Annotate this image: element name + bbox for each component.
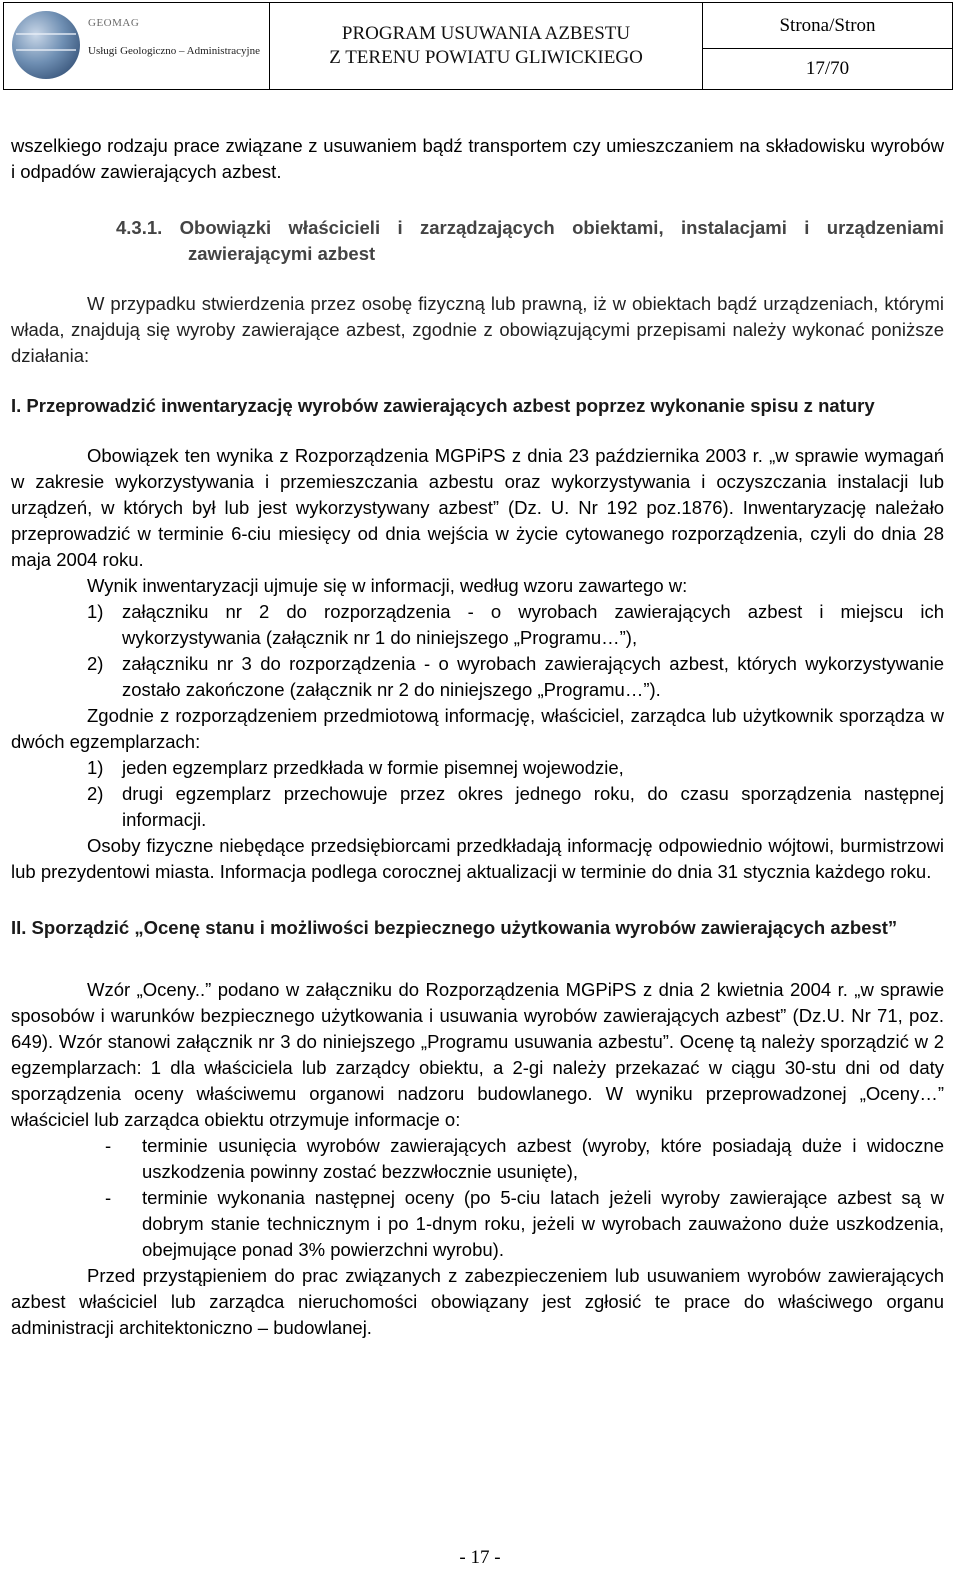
list-number: 2) [87, 653, 104, 674]
list-text: terminie wykonania następnej oceny (po 5-ciu latach jeżeli wyroby zawierające azbest są w dobrym stanie technicznym i po 1-dnym roku, jeżeli w wyrobach zauważono duże uszkodzenia, obejmujące ponad 3% powierzchni wyrobu). [142, 1187, 944, 1260]
section-heading: 4.3.1. Obowiązki właścicieli i zarządzających obiektami, instalacjami i urządzeniami zawierającymi azbest [116, 217, 944, 264]
company-description: Usługi Geologiczno – Administracyjne [88, 45, 260, 57]
list-dash: - [105, 1187, 112, 1208]
intro-paragraph: wszelkiego rodzaju prace związane z usuwaniem bądź transportem czy umieszczaniem na składowisku wyrobów i odpadów zawierających azbest. [11, 135, 944, 182]
page-footer-number: - 17 - [459, 1547, 501, 1568]
paragraph-ii-2: Przed przystąpieniem do prac związanych z zabezpieczeniem lub usuwaniem wyrobów zawierających azbest właściciel lub zarządca nieruchomości obowiązany jest zgłosić te prace do właściwego organu administracji architektoniczno – budowlanej. [11, 1265, 944, 1338]
globe-highlight [16, 33, 76, 35]
document-body [11, 133, 944, 1341]
page-header [3, 2, 953, 90]
list-number: 1) [87, 601, 104, 622]
paragraph-i-3: Zgodnie z rozporządzeniem przedmiotową informację, właściciel, zarządca lub użytkownik sporządza w dwóch egzemplarzach: [11, 705, 944, 752]
page-number: 17/70 [805, 58, 850, 79]
globe-logo-icon [12, 11, 80, 79]
company-logo-cell [4, 3, 270, 89]
heading-i: I. Przeprowadzić inwentaryzację wyrobów zawierających azbest poprzez wykonanie spisu z natury [11, 395, 875, 416]
list-text: załączniku nr 3 do rozporządzenia - o wyrobach zawierających azbest, których wykorzystywanie zostało zakończone (załącznik nr 2 do niniejszego „Programu…”). [122, 653, 944, 700]
list-item [11, 651, 944, 703]
page-info-cell [703, 3, 952, 89]
list-item [11, 1133, 944, 1185]
list-number: 1) [87, 757, 104, 778]
list-number: 2) [87, 783, 104, 804]
list-dash: - [105, 1135, 112, 1156]
list-i-b [11, 755, 944, 833]
list-text: załączniku nr 2 do rozporządzenia - o wyrobach zawierających azbest i miejscu ich wykorzystywania (załącznik nr 1 do niniejszego „Programu…”), [122, 601, 944, 648]
list-ii [11, 1133, 944, 1263]
paragraph-ii-1: Wzór „Oceny..” podano w załączniku do Rozporządzenia MGPiPS z dnia 2 kwietnia 2004 r. „w sprawie sposobów i warunków bezpiecznego użytkowania i usuwania wyrobów zawierających azbest” (Dz.U. Nr 71, poz. 649). Wzór stanowi załącznik nr 3 do niniejszego „Programu usuwania azbestu”. Ocenę tą należy sporządzić w 2 egzemplarzach: 1 dla właściciela lub zarządcy obiektu, a 2-gi należy przekazać w ciągu 30-stu dni od daty sporządzenia oceny właściwemu organowi nadzoru budowlanego. W wyniku przeprowadzonej „Oceny…” właściciel lub zarządca obiektu otrzymuje informacje o: [11, 979, 944, 1130]
list-item [11, 755, 944, 781]
list-i-a [11, 599, 944, 703]
list-item [11, 781, 944, 833]
document-title-line1: PROGRAM USUWANIA AZBESTU [341, 23, 631, 44]
section-paragraph: W przypadku stwierdzenia przez osobę fizyczną lub prawną, iż w obiektach bądź urządzeniach, którymi włada, znajdują się wyroby zawierające azbest, zgodnie z obowiązującymi przepisami należy wykonać poniższe działania: [11, 293, 944, 366]
list-text: terminie usunięcia wyrobów zawierających azbest (wyroby, które posiadają duże i widoczne uszkodzenia powinny zostać bezzwłocznie usunięte), [142, 1135, 944, 1182]
list-text: jeden egzemplarz przedkłada w formie pisemnej wojewodzie, [122, 757, 624, 778]
paragraph-i-2: Wynik inwentaryzacji ujmuje się w informacji, według wzoru zawartego w: [87, 575, 688, 596]
list-text: drugi egzemplarz przechowuje przez okres jednego roku, do czasu sporządzenia następnej informacji. [122, 783, 944, 830]
list-item [11, 1185, 944, 1263]
page-label: Strona/Stron [703, 3, 952, 49]
list-item [11, 599, 944, 651]
document-title-cell [270, 3, 703, 89]
paragraph-i-4: Osoby fizyczne niebędące przedsiębiorcami przedkładają informację odpowiednio wójtowi, burmistrzowi lub prezydentowi miasta. Informacja podlega corocznej aktualizacji w terminie do dnia 31 stycznia każdego roku. [11, 835, 944, 882]
globe-highlight [16, 49, 76, 51]
company-name: GEOMAG [88, 17, 140, 29]
document-title-line2: Z TERENU POWIATU GLIWICKIEGO [329, 47, 643, 68]
heading-ii: II. Sporządzić „Ocenę stanu i możliwości bezpiecznego użytkowania wyrobów zawierających azbest” [11, 917, 898, 938]
paragraph-i-1: Obowiązek ten wynika z Rozporządzenia MGPiPS z dnia 23 października 2003 r. „w sprawie wymagań w zakresie wykorzystywania i przemieszczania azbestu oraz wykorzystywania i oczyszczania instalacji lub urządzeń, w których był lub jest wykorzystywany azbest” (Dz. U. Nr 192 poz.1876). Inwentaryzację należało przeprowadzić w terminie 6-ciu miesięcy od dnia wejścia w życie cytowanego rozporządzenia, czyli do dnia 28 maja 2004 roku. [11, 445, 944, 570]
